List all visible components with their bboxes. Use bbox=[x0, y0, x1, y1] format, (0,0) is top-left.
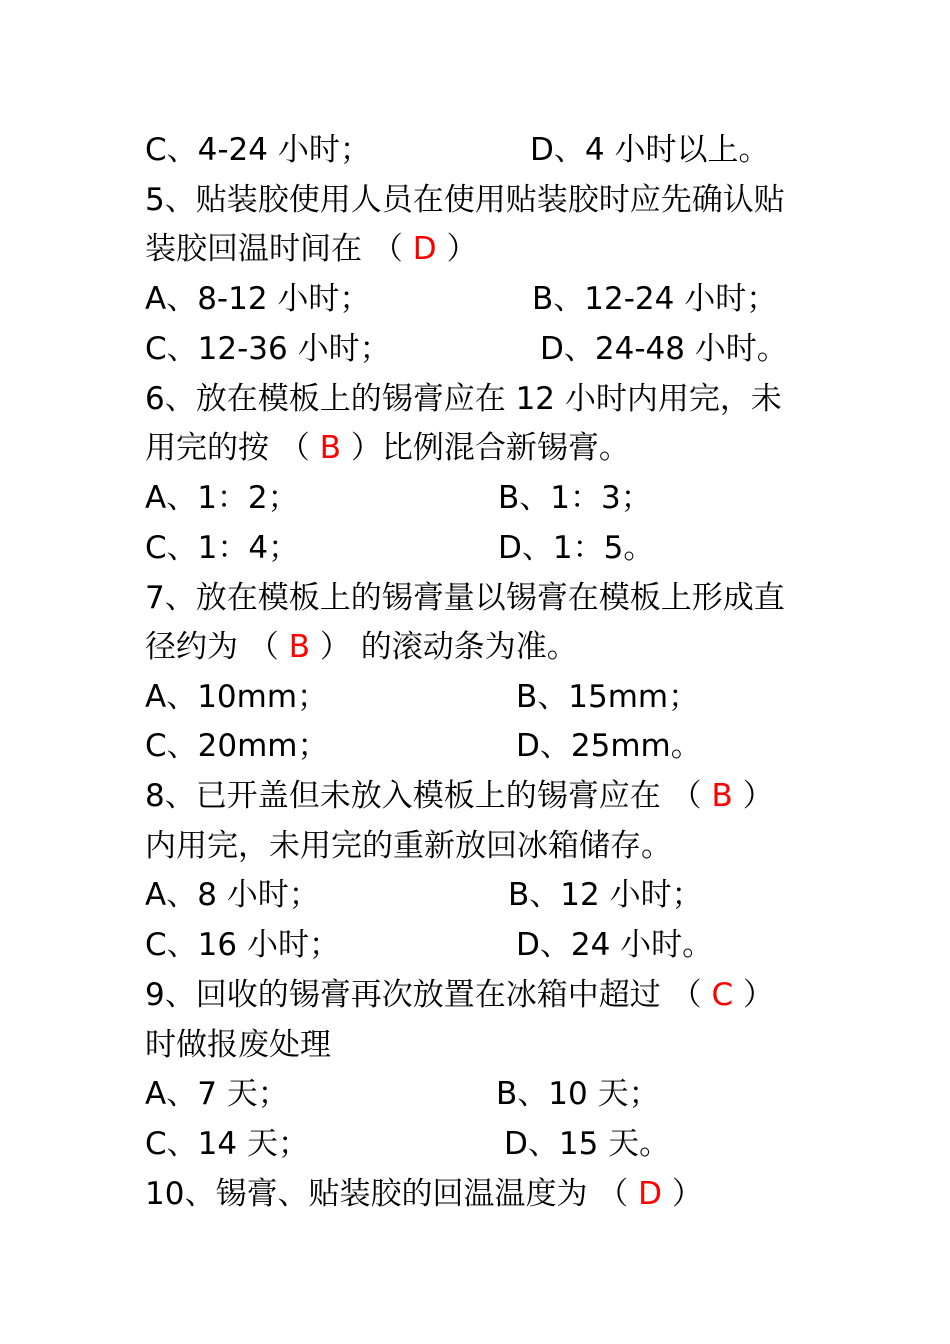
option-a: A、8 小时； bbox=[145, 877, 320, 913]
option-c: C、20mm； bbox=[145, 728, 329, 764]
question-8-text: 8、已开盖但未放入模板上的锡膏应在 （ B ） bbox=[145, 778, 774, 814]
answer-10: D bbox=[638, 1176, 663, 1212]
option-c: C、16 小时； bbox=[145, 927, 340, 963]
question-7-text-cont: 径约为 （ B ） 的滚动条为准。 bbox=[145, 629, 578, 665]
answer-5: D bbox=[412, 231, 437, 267]
answer-7: B bbox=[288, 629, 310, 665]
option-d: D、4 小时以上。 bbox=[530, 132, 770, 168]
answer-6: B bbox=[319, 430, 341, 466]
option-d: D、1：5。 bbox=[498, 530, 655, 566]
option-a: A、7 天； bbox=[145, 1076, 289, 1112]
question-8-text-cont: 内用完，未用完的重新放回冰箱储存。 bbox=[145, 828, 672, 864]
question-10-text: 10、锡膏、贴装胶的回温温度为 （ D ） bbox=[145, 1176, 703, 1212]
option-a: A、1：2； bbox=[145, 480, 299, 516]
option-b: B、12-24 小时； bbox=[532, 281, 778, 317]
option-d: D、15 天。 bbox=[504, 1126, 671, 1162]
answer-9: C bbox=[711, 977, 734, 1013]
question-9-text: 9、回收的锡膏再次放置在冰箱中超过 （ C ） bbox=[145, 977, 774, 1013]
option-d: D、24 小时。 bbox=[516, 927, 714, 963]
option-d: D、24-48 小时。 bbox=[540, 331, 788, 367]
question-6-text: 6、放在模板上的锡膏应在 12 小时内用完，未 bbox=[145, 381, 782, 417]
option-c: C、4-24 小时； bbox=[145, 132, 371, 168]
answer-8: B bbox=[711, 778, 733, 814]
option-a: A、10mm； bbox=[145, 679, 329, 715]
question-5-text: 5、贴装胶使用人员在使用贴装胶时应先确认贴 bbox=[145, 182, 785, 218]
question-7-text: 7、放在模板上的锡膏量以锡膏在模板上形成直 bbox=[145, 580, 785, 616]
option-b: B、1：3； bbox=[498, 480, 652, 516]
question-6-text-cont: 用完的按 （ B ）比例混合新锡膏。 bbox=[145, 430, 630, 466]
option-c: C、14 天； bbox=[145, 1126, 309, 1162]
option-d: D、25mm。 bbox=[516, 728, 702, 764]
option-c: C、1：4； bbox=[145, 530, 300, 566]
option-a: A、8-12 小时； bbox=[145, 281, 371, 317]
option-c: C、12-36 小时； bbox=[145, 331, 391, 367]
option-b: B、12 小时； bbox=[508, 877, 703, 913]
question-5-text-cont: 装胶回温时间在 （ D ） bbox=[145, 231, 478, 267]
question-9-text-cont: 时做报废处理 bbox=[145, 1027, 331, 1063]
option-b: B、10 天； bbox=[496, 1076, 660, 1112]
option-b: B、15mm； bbox=[516, 679, 700, 715]
